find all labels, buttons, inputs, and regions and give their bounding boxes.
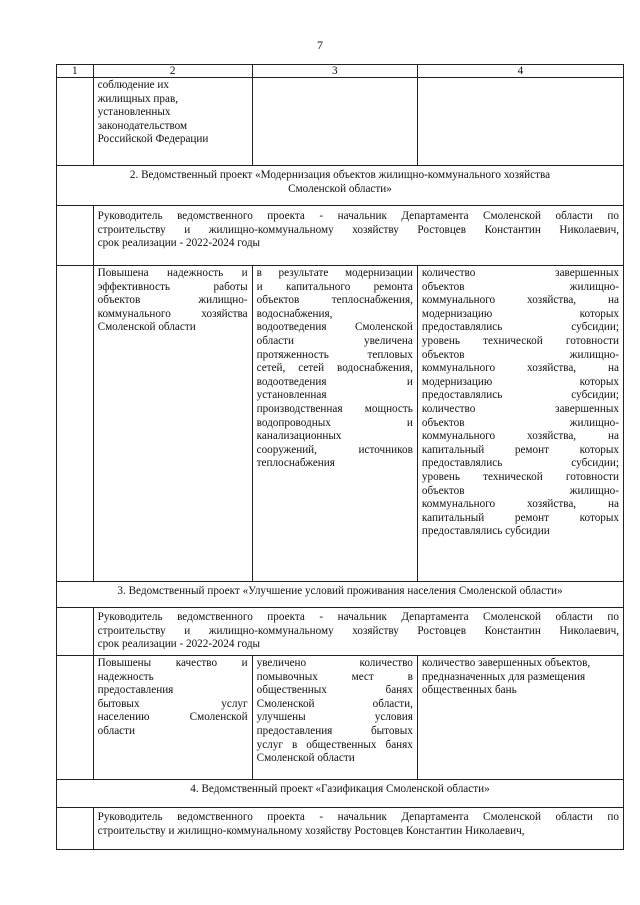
- table-header-row: [57, 65, 624, 78]
- text-line: количество завершенных: [421, 267, 619, 279]
- text-line: улучшены условия: [256, 711, 413, 724]
- text-line: объектов жилищно-: [421, 484, 619, 497]
- text-line: общественных бань: [421, 684, 517, 697]
- header-col-2: 2: [93, 65, 252, 78]
- text-line: коммунального хозяйства, на: [421, 430, 619, 443]
- text-line: канализационных: [256, 430, 342, 443]
- section-2-indicators: [417, 266, 623, 582]
- text-line: в результате модернизации: [256, 267, 413, 279]
- text-line: Повышены качество и: [97, 657, 248, 669]
- text-line: срок реализации - 2022-2024 годы: [97, 638, 261, 651]
- text-line: протяженность тепловых: [256, 348, 413, 361]
- section-2-task: [93, 266, 252, 582]
- section-3-content-row: [57, 656, 624, 780]
- section-3-effect: [252, 656, 417, 780]
- text-line: коммунального хозяйства, на: [421, 498, 619, 511]
- section-3-lead-row: [57, 608, 624, 656]
- text-line: количество завершенных: [421, 402, 619, 415]
- text-line: Повышена надежность и: [97, 267, 248, 279]
- text-line: сетей, сетей водоснабжения,: [256, 362, 413, 375]
- text-line: объектов теплоснабжения,: [256, 294, 413, 307]
- text-line: предоставления бытовых: [256, 724, 413, 737]
- text-line: коммунального хозяйства, на: [421, 294, 619, 307]
- text-line: предоставления: [97, 684, 174, 697]
- section-3-title-row: [57, 582, 624, 608]
- text-line: установленных: [97, 106, 171, 119]
- text-line: производственная мощность: [256, 402, 413, 415]
- text-line: коммунального хозяйства, на: [421, 362, 619, 375]
- text-line: Руководитель ведомственного проекта - начальник Департамента Смоленской области по: [97, 811, 619, 823]
- text-line: установленная: [256, 389, 327, 402]
- section-3-task: [93, 656, 252, 780]
- section-2-content-row: [57, 266, 624, 582]
- text-line: Смоленской области: [256, 752, 355, 765]
- cell-continuation-task: [93, 78, 252, 166]
- text-line: объектов жилищно-: [421, 348, 619, 361]
- text-line: общественных банях: [256, 684, 413, 697]
- section-2-title: [57, 166, 624, 206]
- section-2-title-row: [57, 166, 624, 206]
- text-line: строительству и жилищно-коммунальному хозяйству Ростовцев Константин Николаевич,: [97, 824, 525, 837]
- text-line: Смоленской области,: [256, 697, 413, 710]
- text-line: строительству и жилищно-коммунальному хозяйству Ростовцев Константин Николаевич,: [97, 223, 619, 236]
- text-line: предоставлялись субсидии;: [421, 321, 619, 334]
- text-line: предоставлялись субсидии: [421, 525, 550, 538]
- section-4-title-row: [57, 780, 624, 808]
- text-line: предоставлялись субсидии;: [421, 389, 619, 402]
- section-3-indicators: [417, 656, 623, 780]
- text-line: модернизацию которых: [421, 307, 619, 320]
- text-line: Смоленской области»: [288, 182, 392, 195]
- text-line: помывочных мест в: [256, 670, 413, 683]
- header-col-4: 4: [417, 65, 623, 78]
- text-line: водоотведения Смоленской: [256, 321, 413, 334]
- section-4-lead: [93, 808, 623, 850]
- text-line: Смоленской области: [97, 321, 196, 334]
- text-line: капитальный ремонт которых: [421, 511, 619, 524]
- text-line: уровень технической готовности: [421, 334, 619, 347]
- text-line: надежность: [97, 670, 154, 683]
- text-line: коммунального хозяйства: [97, 307, 248, 320]
- text-line: эффективность работы: [97, 280, 248, 293]
- text-line: водоснабжения,: [256, 307, 333, 320]
- text-line: жилищных прав,: [97, 92, 179, 105]
- section-3-title: 3. Ведомственный проект «Улучшение условий проживания населения Смоленской области»: [57, 582, 624, 608]
- text-line: объектов жилищно-: [421, 280, 619, 293]
- text-line: модернизацию которых: [421, 375, 619, 388]
- text-line: Руководитель ведомственного проекта - начальник Департамента Смоленской области по: [97, 210, 619, 222]
- text-line: теплоснабжения: [256, 457, 335, 470]
- text-line: уровень технической готовности: [421, 470, 619, 483]
- section-3-lead: [93, 608, 623, 656]
- page-number: 7: [317, 38, 323, 52]
- text-line: предоставлялись субсидии;: [421, 457, 619, 470]
- section-2-lead-row: [57, 206, 624, 266]
- text-line: области: [97, 724, 136, 737]
- header-col-3: 3: [252, 65, 417, 78]
- text-line: водопроводных и: [256, 416, 413, 429]
- header-col-1: 1: [57, 65, 94, 78]
- text-line: предназначенных для размещения: [421, 670, 586, 683]
- section-4-lead-row: [57, 808, 624, 850]
- section-4-title: 4. Ведомственный проект «Газификация Смоленской области»: [57, 780, 624, 808]
- text-line: строительству и жилищно-коммунальному хозяйству Ростовцев Константин Николаевич,: [97, 624, 619, 637]
- text-line: капитальный ремонт которых: [421, 443, 619, 456]
- text-line: области увеличена: [256, 334, 413, 347]
- text-line: и капитального ремонта: [256, 280, 413, 293]
- text-line: объектов жилищно-: [97, 294, 248, 307]
- projects-table: [56, 64, 624, 850]
- text-line: Руководитель ведомственного проекта - начальник Департамента Смоленской области по: [97, 611, 619, 623]
- section-2-effect: [252, 266, 417, 582]
- section-2-lead: [93, 206, 623, 266]
- text-line: услуг в общественных банях: [256, 738, 413, 751]
- text-line: бытовых услуг: [97, 697, 248, 710]
- text-line: количество завершенных объектов,: [421, 657, 591, 669]
- text-line: увеличено количество: [256, 657, 413, 669]
- text-line: водоотведения и: [256, 375, 413, 388]
- text-line: законодательством: [97, 119, 188, 132]
- text-line: Российской Федерации: [97, 133, 209, 146]
- text-line: сооружений, источников: [256, 443, 413, 456]
- text-line: соблюдение их: [97, 79, 169, 91]
- text-line: объектов жилищно-: [421, 416, 619, 429]
- text-line: населению Смоленской: [97, 711, 248, 724]
- text-line: 2. Ведомственный проект «Модернизация объектов жилищно-коммунального хозяйства: [129, 169, 551, 181]
- text-line: срок реализации - 2022-2024 годы: [97, 237, 261, 250]
- table-row-continuation: [57, 78, 624, 166]
